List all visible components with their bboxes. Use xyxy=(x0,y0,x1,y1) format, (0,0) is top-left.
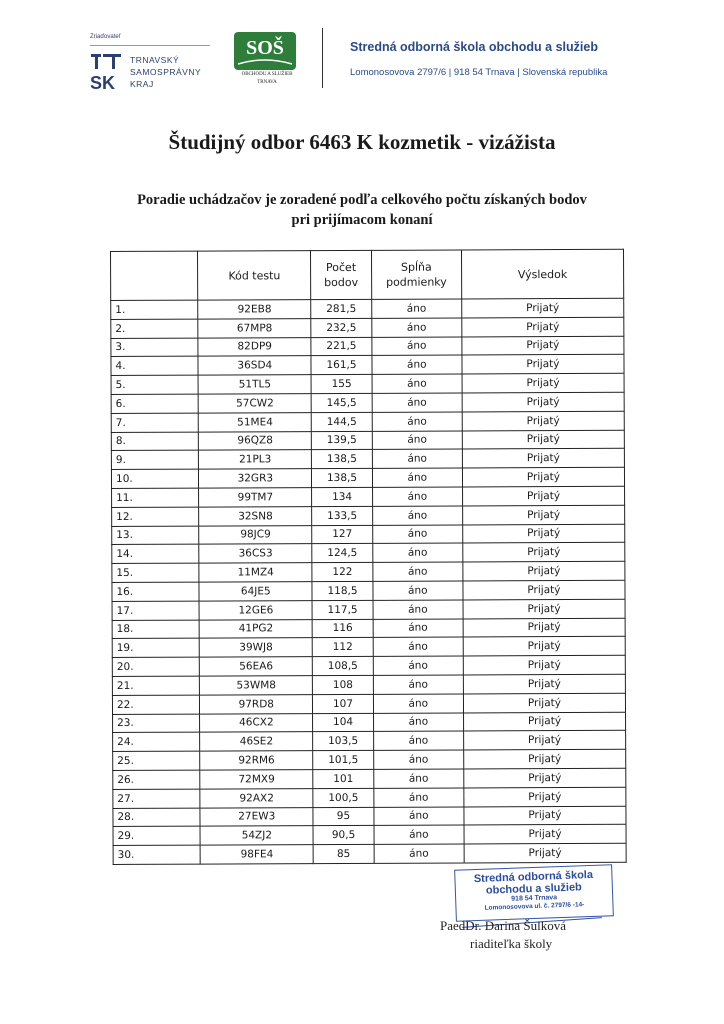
row-order: 13. xyxy=(112,526,199,545)
row-condition: áno xyxy=(372,431,462,450)
table-row xyxy=(111,336,624,357)
row-order: 5. xyxy=(111,375,198,394)
region-line-3: KRAJ xyxy=(130,79,154,89)
table-row xyxy=(113,731,626,752)
table-row xyxy=(111,373,624,394)
row-code: 98JC9 xyxy=(199,525,312,544)
row-condition: áno xyxy=(372,374,462,393)
row-order: 3. xyxy=(111,338,198,357)
row-order: 26. xyxy=(113,770,200,789)
row-order: 2. xyxy=(111,319,198,338)
row-code: 39WJ8 xyxy=(199,638,312,657)
row-points: 101,5 xyxy=(313,750,373,769)
row-result: Prijatý xyxy=(463,693,625,713)
row-order: 15. xyxy=(112,563,199,582)
table-row xyxy=(113,787,626,808)
row-order: 1. xyxy=(111,300,198,319)
row-result: Prijatý xyxy=(464,825,626,845)
row-code: 46SE2 xyxy=(200,732,313,751)
row-result: Prijatý xyxy=(464,806,626,826)
row-code: 32SN8 xyxy=(199,506,312,525)
row-condition: áno xyxy=(372,487,462,506)
table-row xyxy=(113,768,626,789)
row-condition: áno xyxy=(373,637,463,656)
row-code: 51TL5 xyxy=(198,375,311,394)
row-result: Prijatý xyxy=(463,599,625,619)
table-row xyxy=(111,392,624,413)
row-result: Prijatý xyxy=(462,411,624,431)
results-table xyxy=(110,249,627,865)
row-order: 24. xyxy=(113,732,200,751)
row-result: Prijatý xyxy=(464,749,626,769)
row-code: 67MP8 xyxy=(198,318,311,337)
row-points: 232,5 xyxy=(311,318,371,337)
table-row xyxy=(112,599,625,620)
row-order: 30. xyxy=(113,845,200,864)
row-condition: áno xyxy=(372,506,462,525)
row-result: Prijatý xyxy=(464,843,626,863)
row-condition: áno xyxy=(371,318,461,337)
row-code: 72MX9 xyxy=(200,770,313,789)
row-code: 36SD4 xyxy=(198,356,311,375)
row-order: 6. xyxy=(111,394,198,413)
row-points: 155 xyxy=(311,375,371,394)
row-points: 144,5 xyxy=(312,412,372,431)
row-condition: áno xyxy=(373,675,463,694)
table-row xyxy=(112,655,625,676)
row-result: Prijatý xyxy=(462,467,624,487)
row-order: 12. xyxy=(112,507,199,526)
row-code: 54ZJ2 xyxy=(200,826,313,845)
row-condition: áno xyxy=(372,449,462,468)
row-code: 92RM6 xyxy=(200,751,313,770)
row-condition: áno xyxy=(372,355,462,374)
row-result: Prijatý xyxy=(462,392,624,412)
row-result: Prijatý xyxy=(463,637,625,657)
row-result: Prijatý xyxy=(463,524,625,544)
row-points: 90,5 xyxy=(313,826,373,845)
subtitle-line-1: Poradie uchádzačov je zoradené podľa celkového počtu získaných bodov xyxy=(137,192,587,208)
row-points: 85 xyxy=(313,844,373,863)
table-row xyxy=(112,674,625,695)
signer-name: PaedDr. Darina Šulková xyxy=(440,918,567,933)
row-points: 127 xyxy=(312,525,372,544)
row-code: 27EW3 xyxy=(200,807,313,826)
row-order: 4. xyxy=(111,357,198,376)
svg-text:SK: SK xyxy=(90,73,116,92)
row-points: 139,5 xyxy=(312,431,372,450)
table-row xyxy=(112,543,625,564)
row-result: Prijatý xyxy=(463,505,625,525)
table-row xyxy=(111,430,624,451)
row-condition: áno xyxy=(373,731,463,750)
page-subtitle xyxy=(0,190,724,230)
region-line-2: SAMOSPRÁVNY xyxy=(130,67,202,77)
row-points: 108 xyxy=(313,675,373,694)
row-condition: áno xyxy=(374,788,464,807)
table-row xyxy=(112,580,625,601)
row-code: 97RD8 xyxy=(200,694,313,713)
school-address: Lomonosovova 2797/6 | 918 54 Trnava | Slovenská republika xyxy=(350,67,608,78)
row-condition: áno xyxy=(373,750,463,769)
header-points xyxy=(311,250,372,299)
row-order: 27. xyxy=(113,789,200,808)
row-points: 103,5 xyxy=(313,732,373,751)
founder-divider xyxy=(90,45,210,46)
school-stamp xyxy=(454,864,614,921)
row-points: 101 xyxy=(313,769,373,788)
table-row xyxy=(111,411,624,432)
sos-logo-subtitle xyxy=(226,71,308,87)
header-code: Kód testu xyxy=(198,251,311,300)
row-result: Prijatý xyxy=(462,373,624,393)
row-result: Prijatý xyxy=(463,674,625,694)
row-result: Prijatý xyxy=(463,543,625,563)
row-order: 19. xyxy=(112,638,199,657)
row-result: Prijatý xyxy=(463,618,625,638)
row-code: 53WM8 xyxy=(200,676,313,695)
row-code: 64JE5 xyxy=(199,582,312,601)
row-code: 36CS3 xyxy=(199,544,312,563)
row-points: 116 xyxy=(312,619,372,638)
row-order: 16. xyxy=(112,582,199,601)
row-condition: áno xyxy=(374,825,464,844)
row-result: Prijatý xyxy=(462,449,624,469)
region-line-1: TRNAVSKÝ xyxy=(130,55,180,65)
row-order: 17. xyxy=(112,601,199,620)
row-result: Prijatý xyxy=(463,712,625,732)
row-points: 133,5 xyxy=(312,506,372,525)
stamp-address: Lomonosovova ul. č. 2797/6 xyxy=(484,901,572,912)
sos-sub-line-1: OBCHODU A SLUŽIEB xyxy=(241,72,293,77)
stamp-number: -14- xyxy=(572,901,585,909)
header-order xyxy=(111,251,198,300)
row-condition: áno xyxy=(374,806,464,825)
stamp-line-3: 918 54 Trnava xyxy=(511,894,558,903)
row-condition: áno xyxy=(373,581,463,600)
row-points: 138,5 xyxy=(312,469,372,488)
row-order: 20. xyxy=(112,657,199,676)
row-points: 117,5 xyxy=(312,600,372,619)
row-result: Prijatý xyxy=(463,580,625,600)
header-cond-line-2: podmienky xyxy=(386,275,447,289)
region-name xyxy=(130,54,201,90)
row-points: 108,5 xyxy=(313,656,373,675)
row-result: Prijatý xyxy=(462,430,624,450)
table-row xyxy=(111,355,624,376)
row-points: 221,5 xyxy=(311,337,371,356)
header-points-line-1: Počet xyxy=(325,260,357,275)
table-row xyxy=(112,637,625,658)
header-result: Výsledok xyxy=(461,249,623,299)
row-code: 41PG2 xyxy=(199,619,312,638)
row-condition: áno xyxy=(372,337,462,356)
row-code: 96QZ8 xyxy=(199,431,312,450)
row-condition: áno xyxy=(373,562,463,581)
sos-school-logo xyxy=(232,30,298,72)
table-row xyxy=(112,561,625,582)
table-row xyxy=(113,749,626,770)
table-row xyxy=(112,505,625,526)
row-points: 138,5 xyxy=(312,450,372,469)
row-result: Prijatý xyxy=(462,317,624,337)
row-condition: áno xyxy=(373,600,463,619)
row-code: 99TM7 xyxy=(199,488,312,507)
row-order: 18. xyxy=(112,620,199,639)
row-result: Prijatý xyxy=(464,731,626,751)
row-result: Prijatý xyxy=(464,787,626,807)
row-condition: áno xyxy=(372,468,462,487)
row-code: 92EB8 xyxy=(198,300,311,319)
table-row xyxy=(113,712,626,733)
row-code: 21PL3 xyxy=(199,450,312,469)
table-row xyxy=(113,825,626,846)
stamp-line-1: Stredná odborná škola xyxy=(473,868,594,886)
row-result: Prijatý xyxy=(462,336,624,356)
row-points: 95 xyxy=(313,807,373,826)
subtitle-line-2: pri prijímacom konaní xyxy=(291,212,433,228)
row-points: 161,5 xyxy=(311,356,371,375)
row-points: 104 xyxy=(313,713,373,732)
row-code: 51ME4 xyxy=(198,412,311,431)
row-points: 145,5 xyxy=(311,393,371,412)
row-points: 122 xyxy=(312,563,372,582)
table-row xyxy=(113,806,626,827)
table-row xyxy=(111,449,624,470)
row-order: 11. xyxy=(112,488,199,507)
header-conditions xyxy=(371,250,461,299)
row-condition: áno xyxy=(372,393,462,412)
sos-sub-line-2: TRNAVA xyxy=(257,80,277,85)
row-code: 46CX2 xyxy=(200,713,313,732)
row-code: 12GE6 xyxy=(199,600,312,619)
row-code: 98FE4 xyxy=(200,845,313,864)
table-header-row xyxy=(111,249,624,300)
page-title: Študijný odbor 6463 K kozmetik - vizážista xyxy=(168,130,556,154)
row-result: Prijatý xyxy=(462,486,624,506)
row-points: 107 xyxy=(313,694,373,713)
school-name: Stredná odborná škola obchodu a služieb xyxy=(350,40,598,54)
row-condition: áno xyxy=(373,619,463,638)
row-result: Prijatý xyxy=(462,355,624,375)
row-order: 8. xyxy=(111,432,198,451)
row-code: 32GR3 xyxy=(199,469,312,488)
row-points: 124,5 xyxy=(312,544,372,563)
row-order: 28. xyxy=(113,808,200,827)
row-condition: áno xyxy=(374,844,464,863)
row-order: 22. xyxy=(112,695,199,714)
table-row xyxy=(111,298,624,319)
row-order: 10. xyxy=(111,469,198,488)
header-divider xyxy=(322,28,323,88)
row-condition: áno xyxy=(373,769,463,788)
table-row xyxy=(111,467,624,488)
row-order: 21. xyxy=(112,676,199,695)
row-points: 281,5 xyxy=(311,299,371,318)
row-points: 112 xyxy=(313,638,373,657)
row-condition: áno xyxy=(371,299,461,318)
header-cond-line-1: Spĺňa xyxy=(400,260,432,274)
row-order: 14. xyxy=(112,544,199,563)
row-order: 25. xyxy=(113,751,200,770)
row-condition: áno xyxy=(372,525,462,544)
stamp-line-2: obchodu a služieb xyxy=(485,881,583,897)
row-points: 118,5 xyxy=(312,581,372,600)
table-row xyxy=(111,317,624,338)
table-row xyxy=(112,486,625,507)
table-row xyxy=(113,843,626,864)
row-condition: áno xyxy=(372,543,462,562)
table-row xyxy=(112,618,625,639)
row-points: 134 xyxy=(312,487,372,506)
row-order: 23. xyxy=(113,714,200,733)
sos-logo-text: SOŠ xyxy=(246,37,284,59)
row-code: 11MZ4 xyxy=(199,563,312,582)
founder-label: Zriaďovateľ xyxy=(90,34,121,40)
row-result: Prijatý xyxy=(463,655,625,675)
row-code: 57CW2 xyxy=(198,394,311,413)
row-code: 56EA6 xyxy=(200,657,313,676)
row-condition: áno xyxy=(373,712,463,731)
header-points-line-2: bodov xyxy=(324,275,359,290)
row-condition: áno xyxy=(373,694,463,713)
row-order: 29. xyxy=(113,826,200,845)
row-code: 82DP9 xyxy=(198,337,311,356)
signer-role: riaditeľka školy xyxy=(470,936,553,951)
row-order: 9. xyxy=(111,450,198,469)
row-result: Prijatý xyxy=(462,298,624,318)
row-code: 92AX2 xyxy=(200,788,313,807)
row-condition: áno xyxy=(372,412,462,431)
row-result: Prijatý xyxy=(464,768,626,788)
row-order: 7. xyxy=(111,413,198,432)
row-points: 100,5 xyxy=(313,788,373,807)
tt-sk-logo xyxy=(90,52,122,92)
row-result: Prijatý xyxy=(463,561,625,581)
table-row xyxy=(112,524,625,545)
row-condition: áno xyxy=(373,656,463,675)
table-row xyxy=(112,693,625,714)
